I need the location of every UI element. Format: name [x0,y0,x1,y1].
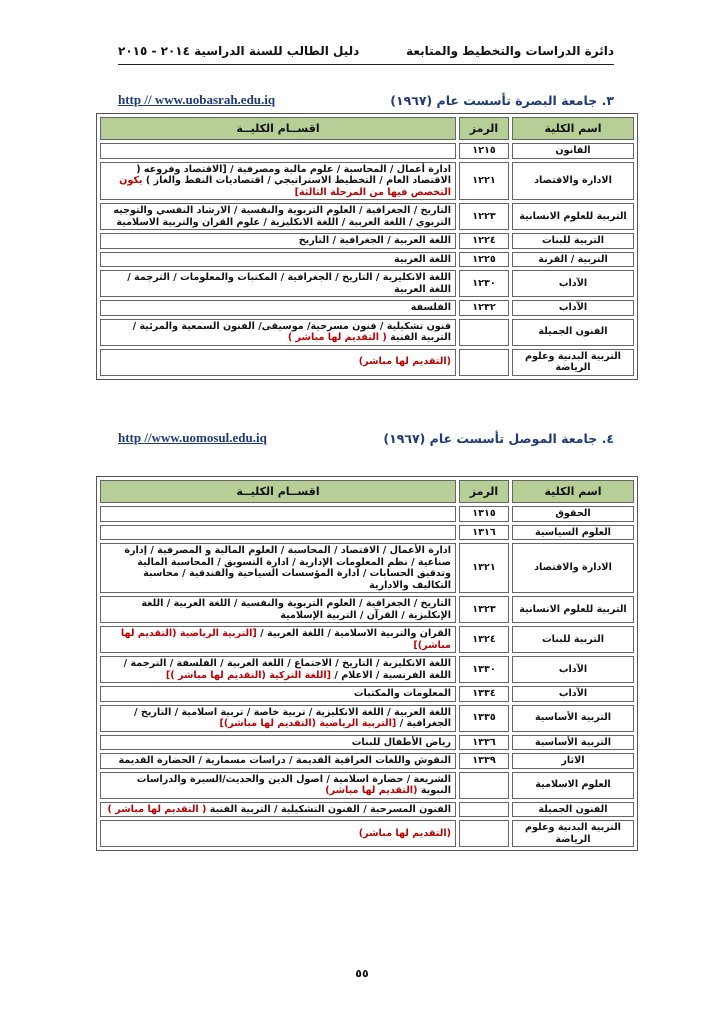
college-code: ١٢١٥ [459,143,509,159]
mosul-title: ٤. جامعة الموصل تأسست عام (١٩٦٧) [383,430,614,446]
college-name: الادارة والاقتصاد [512,162,634,201]
departments-text: المعلومات والمكتبات [353,688,451,700]
college-name: القانون [512,143,634,159]
college-code: ١٣٣٤ [459,686,509,702]
mosul-section-heading [118,430,614,446]
column-header-code: الرمز [459,480,509,503]
college-code [459,319,509,346]
departments-text: اللغة العربية / الجغرافية / التاريخ [298,235,451,247]
departments-text: ادارة الأعمال / الاقتصاد / المحاسبة / العلوم المالية و المصرفية / إدارة صناعية / نظم المعلومات الإدارية / ادارة التسويق / المحاسبة المالية وتدقيق الحسابات / ادارة المؤسسات السياحية والفندقية / محاسبة التكاليف والادارية [124,545,451,591]
basrah-title: ٣. جامعة البصرة تأسست عام (١٩٦٧) [390,92,614,108]
departments-cell [100,626,456,653]
college-code [459,802,509,818]
college-name: التربية البدنية وعلوم الرياضة [512,820,634,847]
college-code: ١٣٣٥ [459,705,509,732]
college-name: التربية للعلوم الانسانية [512,596,634,623]
departments-text: اللغة العربية / اللغة الانكليزية / تربية خاصة / تربية اسلامية / التاريخ / الجغرافية / [133,706,451,730]
mosul-table [96,476,638,851]
college-name: التربية البدنية وعلوم الرياضة [512,349,634,376]
college-code: ١٣٣٠ [459,656,509,683]
table-row [100,203,634,230]
departments-cell [100,543,456,593]
departments-cell [100,162,456,201]
table-row [100,772,634,799]
college-name: الادارة والاقتصاد [512,543,634,593]
departments-text: الشريعة / حضارة اسلامية / اصول الدين والحديث/السيرة والدراسات النبوية [136,773,451,797]
college-code: ١٣٣٦ [459,735,509,751]
table-row [100,506,634,522]
departments-cell [100,772,456,799]
college-name: العلوم السياسية [512,525,634,541]
departments-cell [100,596,456,623]
college-code: ١٢٣٠ [459,270,509,297]
table-row [100,162,634,201]
admission-note: يكون التخصص فيها من المرحلة الثالثة] [119,175,451,198]
table-row [100,270,634,297]
table-row [100,802,634,818]
college-name: الآداب [512,686,634,702]
college-name: التربية / القرنة [512,252,634,268]
college-name: الحقوق [512,506,634,522]
departments-cell [100,802,456,818]
table-row [100,735,634,751]
college-name: التربية للعلوم الانسانية [512,203,634,230]
column-header-code: الرمز [459,117,509,140]
basrah-url-link[interactable]: http // www.uobasrah.edu.iq [118,92,276,107]
department-name: دائرة الدراسات والتخطيط والمتابعة [406,44,614,58]
departments-text: النقوش واللغات العراقية القديمة / دراسات مسمارية / الحضارة القديمة [118,755,451,767]
departments-text: التاريخ / الجغرافية / العلوم التربوية والنفسية / اللغة العربية / اللغة الإنكليزية / القرآن / التربية الإسلامية [141,598,451,621]
basrah-table [96,113,638,380]
departments-cell [100,525,456,541]
admission-note: [التربية الرياضية (التقديم لها مباشر)] [219,718,397,730]
table-row [100,656,634,683]
admission-note: (التقديم لها مباشر) [358,827,451,839]
departments-cell [100,233,456,249]
page-header [118,44,614,65]
admission-note: ( التقديم لها مباشر ) [287,332,387,344]
college-name: الفنون الجميلة [512,319,634,346]
college-name: الآداب [512,270,634,297]
departments-cell [100,735,456,751]
college-name: التربية الأساسية [512,705,634,732]
admission-note: [اللغة التركية (التقديم لها مباشر )] [165,669,332,681]
college-code [459,820,509,847]
departments-text: التاريخ / الجغرافية / العلوم التربوية والنفسية / الارشاد النفسي والتوجيه التربوي / اللغة العربية / اللغة الانكليزية / علوم القران والتربية الاسلامية [113,205,451,228]
table-row [100,252,634,268]
departments-text: القران والتربية الاسلامية / اللغة العربية / [260,628,451,640]
college-code [459,349,509,376]
departments-cell [100,300,456,316]
college-name: الاثار [512,753,634,769]
table-row [100,686,634,702]
table-row [100,543,634,593]
table-row [100,349,634,376]
column-header-departments: اقســام الكليــة [100,480,456,503]
college-code: ١٣٣٩ [459,753,509,769]
admission-note: ( التقديم لها مباشر ) [107,803,207,815]
college-name: التربية للبنات [512,233,634,249]
table-row [100,525,634,541]
college-code: ١٢٢٣ [459,203,509,230]
departments-text: الفلسفة [410,302,451,314]
departments-text: فنون تشكيلية / فنون مسرحية/ موسيقى/ الفنون السمعية والمرئية / التربية الفنية [132,320,451,344]
table-row [100,233,634,249]
guide-title: دليل الطالب للسنة الدراسية ٢٠١٤ - ٢٠١٥ [118,44,360,58]
college-code: ١٢٢١ [459,162,509,201]
college-code: ١٣٢٤ [459,626,509,653]
departments-text: الفنون المسرحية / الفنون التشكيلية / التربية الفنية [209,803,451,815]
college-name: الآداب [512,300,634,316]
page-number: ٥٥ [355,967,369,980]
table-header-row [100,480,634,503]
college-code: ١٣١٦ [459,525,509,541]
departments-text: اللغة الانكليزية / التاريخ / الاجتماع / اللغة العربية / الفلسفة / الترجمة / اللغة الفرنسية / الاعلام / [123,658,451,681]
departments-cell [100,143,456,159]
college-code: ١٢٢٥ [459,252,509,268]
table-row [100,300,634,316]
mosul-table-body [100,506,634,847]
table-row [100,753,634,769]
college-name: التربية للبنات [512,626,634,653]
college-code [459,772,509,799]
college-code: ١٣١٥ [459,506,509,522]
mosul-url-link[interactable]: http //www.uomosul.edu.iq [118,430,267,445]
basrah-table-body [100,143,634,376]
departments-text: اللغة العربية [394,253,451,265]
admission-note: (التقديم لها مباشر) [325,785,418,797]
column-header-departments: اقســام الكليــة [100,117,456,140]
college-code: ١٣٢١ [459,543,509,593]
table-row [100,705,634,732]
departments-cell [100,252,456,268]
departments-text: اللغة الانكليزية / التاريخ / الجغرافية / المكتبات والمعلومات / الترجمة / اللغة العربية [127,272,451,295]
departments-cell [100,705,456,732]
basrah-section-heading [118,92,614,108]
college-code: ١٢٢٤ [459,233,509,249]
college-code: ١٣٢٣ [459,596,509,623]
college-code: ١٢٣٢ [459,300,509,316]
table-row [100,319,634,346]
departments-cell [100,203,456,230]
table-header-row [100,117,634,140]
column-header-college: اسم الكلية [512,480,634,503]
admission-note: (التقديم لها مباشر) [358,356,451,368]
departments-cell [100,506,456,522]
departments-cell [100,270,456,297]
departments-cell [100,686,456,702]
table-row [100,596,634,623]
college-name: العلوم الاسلامية [512,772,634,799]
table-row [100,626,634,653]
table-row [100,820,634,847]
departments-cell [100,820,456,847]
college-name: الآداب [512,656,634,683]
departments-cell [100,349,456,376]
college-name: التربية الأساسية [512,735,634,751]
departments-cell [100,319,456,346]
table-row [100,143,634,159]
college-name: الفنون الجميلة [512,802,634,818]
departments-text: ادارة أعمال / المحاسبة / علوم مالية ومصرفية / [الاقتصاد وفروعه ( الاقتصاد العام / التخطيط الاستراتيجي / اقتصاديات النفط والغاز ) [136,163,451,187]
departments-text: رياض الأطفال للبنات [351,736,451,748]
departments-cell [100,753,456,769]
admission-note: [التربية الرياضية (التقديم لها مباشر)] [120,628,451,651]
departments-cell [100,656,456,683]
column-header-college: اسم الكلية [512,117,634,140]
